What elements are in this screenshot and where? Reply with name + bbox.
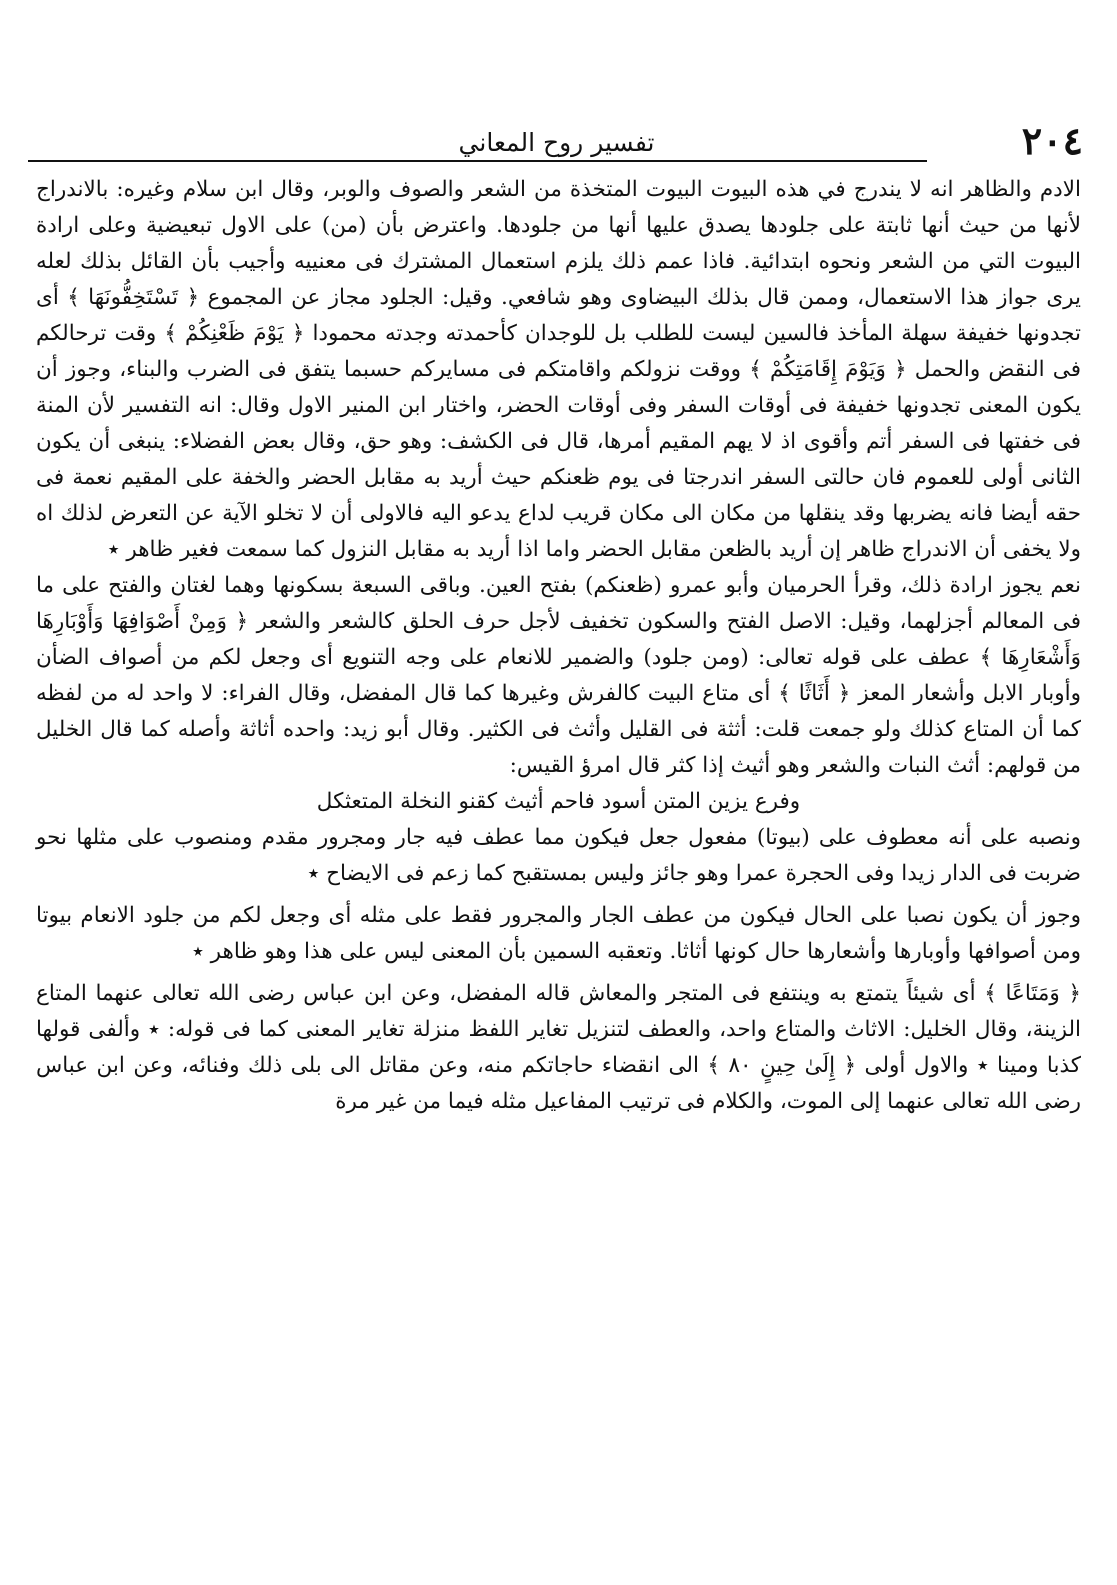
page-body (36, 172, 1081, 1120)
header-rule (28, 160, 927, 162)
page-header (28, 118, 1085, 166)
paragraph: الادم والظاهر انه لا يندرج في هذه البيوت البيوت المتخذة من الشعر والصوف والوبر، وقال ابن سلام وغيره: بالاندراج لأنها من حيث أنها ثابتة على جلودها يصدق عليها أنها من جلودها. واعترض بأن (من) على الاول تبعيضية وعلى ارادة البيوت التي من الشعر ونحوه ابتدائية. فاذا عمم ذلك يلزم استعمال المشترك فى معنييه وأجيب بأن القائل بذلك لعله يرى جواز هذا الاستعمال، وممن قال بذلك البيضاوى وهو شافعي. وقيل: الجلود مجاز عن المجموع ﴿ تَسْتَخِفُّونَهَا ﴾ أى تجدونها خفيفة سهلة المأخذ فالسين ليست للطلب بل للوجدان كأحمدته وجدته محمودا ﴿ يَوْمَ ظَعْنِكُمْ ﴾ وقت ترحالكم فى النقض والحمل ﴿ وَيَوْمَ إِقَامَتِكُمْ ﴾ ووقت نزولكم واقامتكم فى مسايركم حسبما يتفق فى الضرب والبناء، وجوز أن يكون المعنى تجدونها خفيفة فى أوقات السفر وفى أوقات الحضر، واختار ابن المنير الاول وقال: انه التفسير لأن المنة فى خفتها فى السفر أتم وأقوى اذ لا يهم المقيم أمرها، قال فى الكشف: وهو حق، وقال بعض الفضلاء: ينبغى أن يكون الثانى أولى للعموم فان حالتى السفر اندرجتا فى يوم ظعنكم حيث أريد به مقابل الحضر والخفة على المقيم نعمة فى حقه أيضا فانه يضربها وقد ينقلها من مكان الى مكان قريب لداع يدعو اليه فالاولى أن لا تخلو الآية عن التعرض لذلك اه ولا يخفى أن الاندراج ظاهر إن أريد بالظعن مقابل الحضر واما اذا أريد به مقابل النزول كما سمعت فغير ظاهر ٭ (36, 177, 1081, 562)
running-title: تفسير روح المعاني (458, 128, 655, 157)
paragraph: ونصبه على أنه معطوف على (بيوتا) مفعول جعل فيكون مما عطف فيه جار ومجرور مقدم ومنصوب على مثلها نحو ضربت فى الدار زيدا وفى الحجرة عمرا وهو جائز وليس بمستقبح كما زعم فى الايضاح ٭ (36, 825, 1081, 886)
paragraph: ﴿ وَمَتَاعًا ﴾ أى شيئاً يتمتع به وينتفع فى المتجر والمعاش قاله المفضل، وعن ابن عباس رضى الله تعالى عنهما المتاع الزينة، وقال الخليل: الاثاث والمتاع واحد، والعطف لتنزيل تغاير اللفظ منزلة تغاير المعنى كما فى قوله: ٭ وألفى قولها كذبا ومينا ٭ والاول أولى ﴿ إِلَىٰ حِينٍ ٨٠ ﴾ الى انقضاء حاجاتكم منه، وعن مقاتل الى بلى ذلك وفنائه، وعن ابن عباس رضى الله تعالى عنهما إلى الموت، والكلام فى ترتيب المفاعيل مثله فيما من غير مرة (36, 981, 1081, 1114)
paragraph: نعم يجوز ارادة ذلك، وقرأ الحرميان وأبو عمرو (ظعنكم) بفتح العين. وباقى السبعة بسكونها وهما لغتان والفتح على ما فى المعالم أجزلهما، وقيل: الاصل الفتح والسكون تخفيف لأجل حرف الحلق كالشعر والشعر ﴿ وَمِنْ أَصْوَافِهَا وَأَوْبَارِهَا وَأَشْعَارِهَا ﴾ عطف على قوله تعالى: (ومن جلود) والضمير للانعام على وجه التنويع أى وجعل لكم من أصواف الضأن وأوبار الابل وأشعار المعز ﴿ أَثَاثًا ﴾ أى متاع البيت كالفرش وغيرها كما قال المفضل، وقال الفراء: لا واحد له من لفظه كما أن المتاع كذلك ولو جمعت قلت: أثثة فى القليل وأثث فى الكثير. وقال أبو زيد: واحده أثاثة وأصله كما قال الخليل من قولهم: أثث النبات والشعر وهو أثيث إذا كثر قال امرؤ القيس: (36, 573, 1081, 778)
poetry-verse: وفرع يزين المتن أسود فاحم أثيث كقنو النخلة المتعثكل (316, 789, 801, 814)
paragraph: وجوز أن يكون نصبا على الحال فيكون من عطف الجار والمجرور فقط على مثله أى وجعل لكم من جلود الانعام بيوتا ومن أصوافها وأوبارها وأشعارها حال كونها أثاثا. وتعقبه السمين بأن المعنى ليس على هذا وهو ظاهر ٭ (36, 903, 1081, 964)
page-number: ٢٠٤ (1021, 118, 1083, 163)
